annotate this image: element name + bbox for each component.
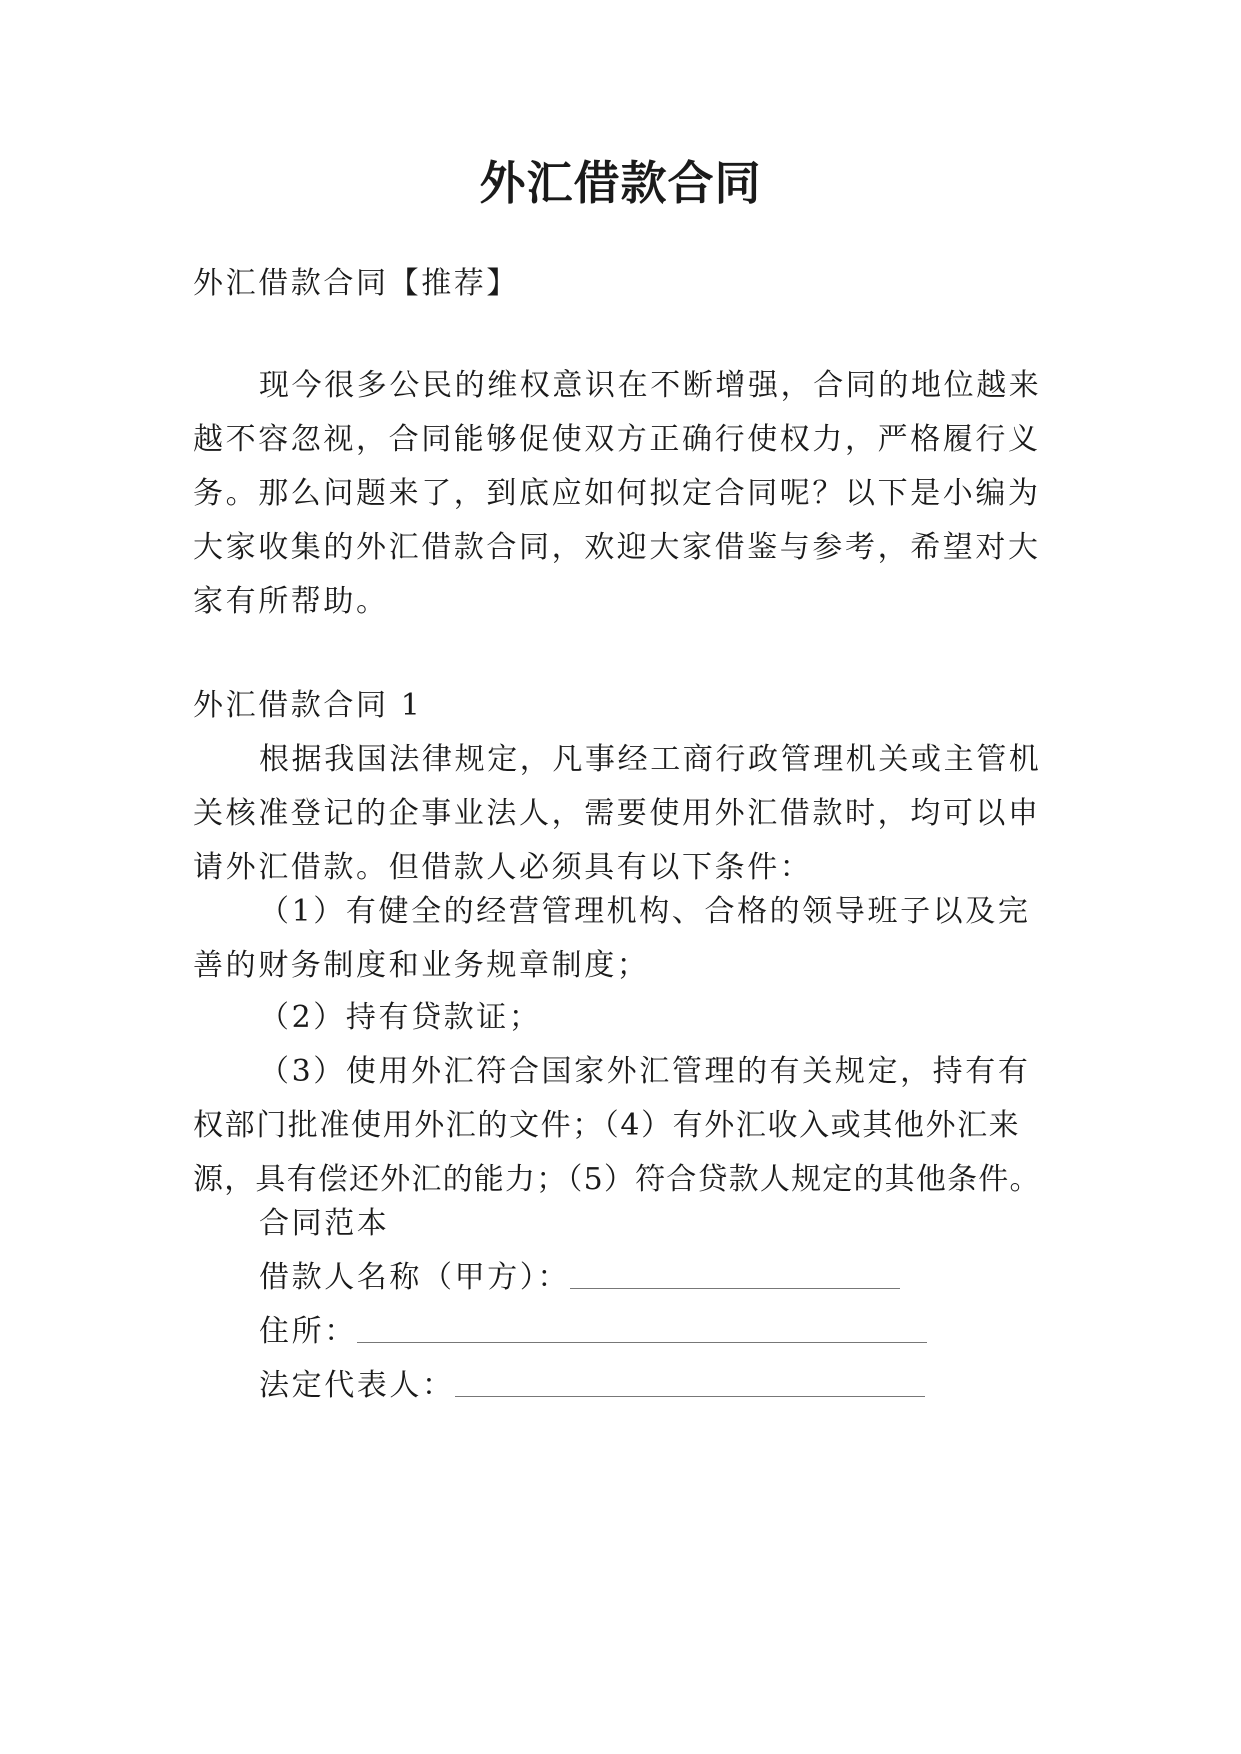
body-line-5: 善的财务制度和业务规章制度； [193, 948, 650, 983]
body-line-6: （2）持有贷款证； [259, 1000, 542, 1035]
fill-blank[interactable] [570, 1260, 900, 1289]
document-subtitle: 外汇借款合同【推荐】 [193, 266, 519, 301]
field-label: 住所： [259, 1314, 357, 1349]
body-line-2: 关核准登记的企事业法人，需要使用外汇借款时，均可以申 [193, 796, 1041, 831]
intro-line-3: 务。那么问题来了，到底应如何拟定合同呢？以下是小编为 [193, 476, 1041, 511]
intro-line-4: 大家收集的外汇借款合同，欢迎大家借鉴与参考，希望对大 [193, 530, 1041, 565]
field-label: 借款人名称（甲方）： [259, 1260, 570, 1295]
body-line-4: （1）有健全的经营管理机构、合格的领导班子以及完 [259, 894, 1031, 929]
section-heading: 外汇借款合同 1 [193, 688, 423, 723]
body-line-9: 源，具有偿还外汇的能力；（5）符合贷款人规定的其他条件。 [193, 1162, 1041, 1197]
body-line-7: （3）使用外汇符合国家外汇管理的有关规定，持有有 [259, 1054, 1031, 1089]
body-line-3: 请外汇借款。但借款人必须具有以下条件： [193, 850, 813, 885]
field-label: 法定代表人： [259, 1368, 455, 1403]
fill-blank[interactable] [357, 1314, 927, 1343]
intro-line-2: 越不容忽视，合同能够促使双方正确行使权力，严格履行义 [193, 422, 1041, 457]
form-field-address [259, 1310, 927, 1354]
form-field-borrower-name [259, 1256, 900, 1300]
form-field-legal-representative [259, 1364, 925, 1408]
intro-line-5: 家有所帮助。 [193, 584, 389, 619]
body-line-8: 权部门批准使用外汇的文件；（4）有外汇收入或其他外汇来 [193, 1108, 1021, 1143]
intro-line-1: 现今很多公民的维权意识在不断增强，合同的地位越来 [259, 368, 1042, 403]
body-line-1: 根据我国法律规定，凡事经工商行政管理机关或主管机 [259, 742, 1042, 777]
document-title: 外汇借款合同 [479, 156, 762, 210]
fill-blank[interactable] [455, 1368, 925, 1397]
body-line-10: 合同范本 [259, 1206, 390, 1241]
